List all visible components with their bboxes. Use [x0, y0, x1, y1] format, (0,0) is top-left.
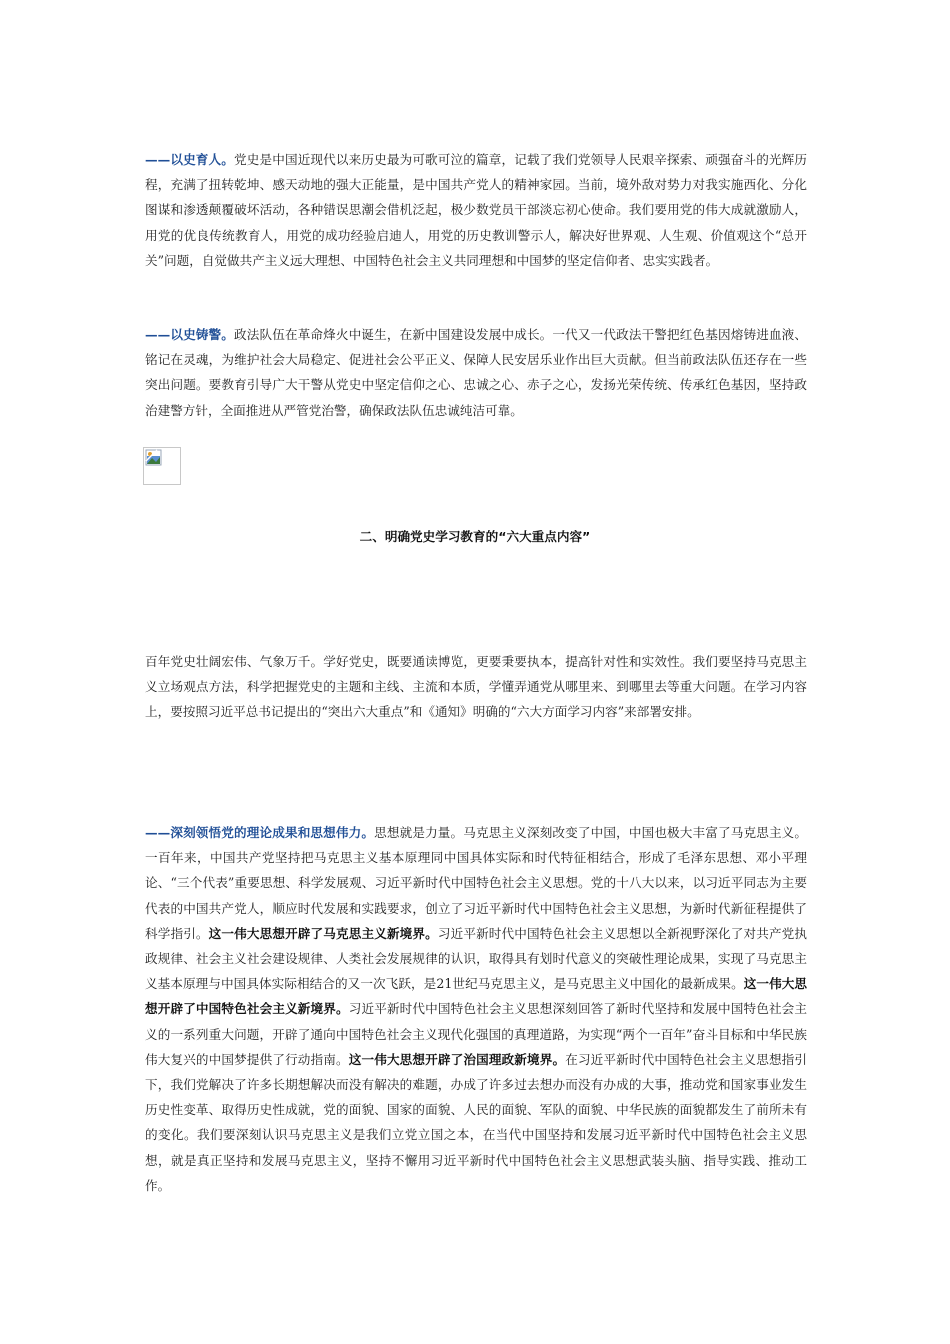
- paragraph-history-educates: [145, 147, 807, 273]
- broken-image-glyph: [144, 448, 180, 484]
- paragraph-text: 党史是中国近现代以来历史最为可歌可泣的篇章，记载了我们党领导人民艰辛探索、顽强奋斗的光辉历程，充满了扭转乾坤、感天动地的强大正能量，是中国共产党人的精神家园。当前，境外敌对势力对我实施西化、分化图谋和渗透颠覆破坏活动，各种错误思潮会借机泛起，极少数党员干部淡忘初心使命。我们要用党的伟大成就激励人，用党的优良传统教育人，用党的成功经验启迪人，用党的历史教训警示人，解决好世界观、人生观、价值观这个“总开关”问题，自觉做共产主义远大理想、中国特色社会主义共同理想和中国梦的坚定信仰者、忠实实践者。: [145, 152, 808, 268]
- paragraph-text: 思想就是力量。马克思主义深刻改变了中国，中国也极大丰富了马克思主义。一百年来，中国共产党坚持把马克思主义基本原理同中国具体实际和时代特征相结合，形成了毛泽东思想、邓小平理论、“三个代表”重要思想、科学发展观、习近平新时代中国特色社会主义思想。党的十八大以来，以习近平同志为主要代表的中国共产党人，顺应时代发展和实践要求，创立了习近平新时代中国特色社会主义思想，为新时代新征程提供了科学指引。: [145, 825, 808, 941]
- emphasis-text: 这一伟大思想开辟了中国特色社会主义新境界。: [145, 976, 808, 1017]
- paragraph-text: 习近平新时代中国特色社会主义思想深刻回答了新时代坚持和发展中国特色社会主义的一系列重大问题，开辟了通向中国特色社会主义现代化强国的真理道路，为实现“两个一百年”奋斗目标和中华民族伟大复兴的中国梦提供了行动指南。: [145, 1001, 808, 1067]
- paragraph-lead: ——深刻领悟党的理论成果和思想伟力。: [145, 825, 375, 840]
- paragraph-text: 习近平新时代中国特色社会主义思想以全新视野深化了对共产党执政规律、社会主义社会建设规律、人类社会发展规律的认识，取得具有划时代意义的突破性理论成果，实现了马克思主义基本原理与中国具体实际相结合的又一次飞跃，是21世纪马克思主义，是马克思主义中国化的最新成果。: [145, 925, 808, 992]
- paragraph-text: 在习近平新时代中国特色社会主义思想指引下，我们党解决了许多长期想解决而没有解决的难题，办成了许多过去想办而没有办成的大事，推动党和国家事业发生历史性变革、取得历史性成就，党的面貌、国家的面貌、人民的面貌、军队的面貌、中华民族的面貌都发生了前所未有的变化。我们要深刻认识马克思主义是我们立党立国之本，在当代中国坚持和发展习近平新时代中国特色社会主义思想，就是真正坚持和发展马克思主义，坚持不懈用习近平新时代中国特色社会主义思想武装头脑、指导实践、推动工作。: [145, 1051, 808, 1193]
- paragraph-history-forges-police: [145, 322, 807, 423]
- paragraph-intro-study-content: [145, 649, 807, 725]
- paragraph-theoretical-achievements: [145, 820, 807, 1198]
- broken-image-icon: [143, 447, 181, 485]
- emphasis-text: 这一伟大思想开辟了治国理政新境界。: [348, 1051, 566, 1067]
- paragraph-lead: ——以史铸警。: [145, 327, 235, 342]
- paragraph-text: 百年党史壮阔宏伟、气象万千。学好党史，既要通读博览，更要秉要执本，提高针对性和实效性。我们要坚持马克思主义立场观点方法，科学把握党史的主题和主线、主流和本质，学懂弄通党从哪里来、到哪里去等重大问题。在学习内容上，要按照习近平总书记提出的“突出六大重点”和《通知》明确的“六大方面学习内容”来部署安排。: [145, 654, 807, 720]
- section-heading: 二、明确党史学习教育的“六大重点内容”: [359, 529, 591, 544]
- paragraph-text: 政法队伍在革命烽火中诞生，在新中国建设发展中成长。一代又一代政法干警把红色基因熔铸进血液、铭记在灵魂，为维护社会大局稳定、促进社会公平正义、保障人民安居乐业作出巨大贡献。但当前政法队伍还存在一些突出问题。要教育引导广大干警从党史中坚定信仰之心、忠诚之心、赤子之心，发扬光荣传统、传承红色基因，坚持政治建警方针，全面推进从严管党治警，确保政法队伍忠诚纯洁可靠。: [145, 327, 808, 418]
- paragraph-lead: ——以史育人。: [145, 152, 235, 167]
- emphasis-text: 这一伟大思想开辟了马克思主义新境界。: [208, 925, 438, 941]
